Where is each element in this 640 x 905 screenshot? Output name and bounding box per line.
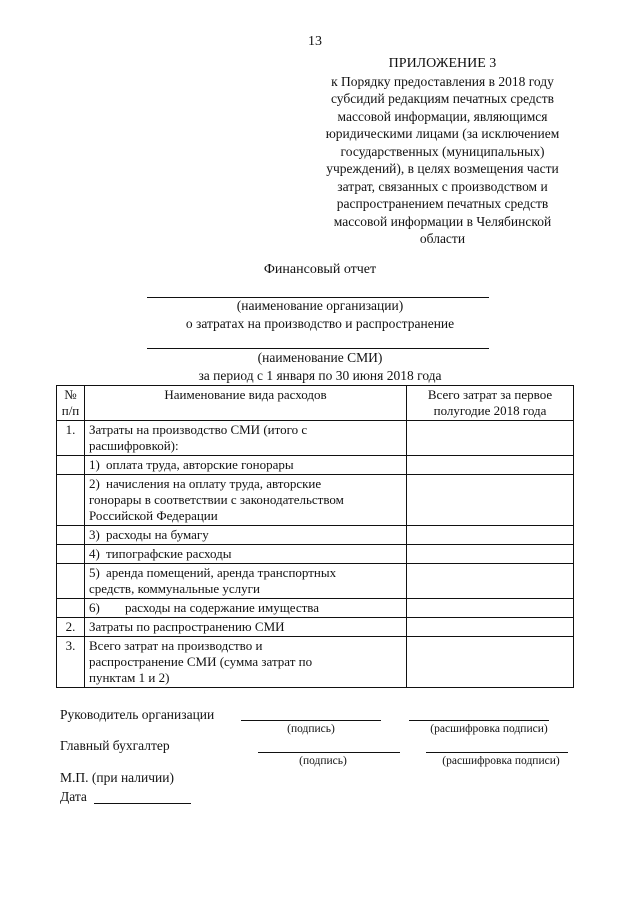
table-row	[57, 564, 574, 599]
row-marker: 3)	[89, 527, 100, 542]
head-decode-caption: (расшифровка подписи)	[430, 723, 548, 735]
row-total-cell[interactable]	[407, 564, 574, 599]
appendix-line: к Порядку предоставления в 2018 году	[331, 73, 554, 89]
header-total-line: полугодие 2018 года	[433, 403, 547, 418]
table-row	[57, 526, 574, 545]
row-total-cell[interactable]	[407, 545, 574, 564]
accountant-label: Главный бухгалтер	[60, 738, 170, 753]
seal-label: М.П. (при наличии)	[60, 770, 174, 785]
period-line: за период с 1 января по 30 июня 2018 года	[198, 368, 442, 383]
row-name-line: расшифровкой):	[89, 438, 179, 453]
row-total-cell[interactable]	[407, 456, 574, 475]
table-row	[57, 456, 574, 475]
row-total-cell[interactable]	[407, 637, 574, 688]
row-name-line: аренда помещений, аренда транспортных	[106, 565, 337, 580]
organization-caption: (наименование организации)	[236, 298, 404, 313]
row-number: 3.	[57, 637, 85, 688]
head-sign-caption: (подпись)	[287, 723, 335, 735]
header-number-line: п/п	[61, 403, 80, 418]
row-total-cell[interactable]	[407, 526, 574, 545]
appendix-heading: ПРИЛОЖЕНИЕ 3	[388, 56, 497, 71]
report-title: Финансовый отчет	[263, 262, 377, 277]
row-number	[57, 564, 85, 599]
header-number-line: №	[64, 387, 77, 402]
row-number	[57, 545, 85, 564]
row-number: 1.	[57, 421, 85, 456]
media-name-line	[147, 348, 489, 349]
row-name	[85, 564, 407, 599]
header-name: Наименование вида расходов	[85, 386, 407, 421]
table-row	[57, 545, 574, 564]
appendix-line: массовой информации в Челябинской	[333, 213, 552, 229]
accountant-signature-line[interactable]	[258, 752, 400, 753]
row-total-cell[interactable]	[407, 599, 574, 618]
row-number	[57, 475, 85, 526]
row-total-cell[interactable]	[407, 421, 574, 456]
row-name	[85, 475, 407, 526]
row-name-line: Затраты на производство СМИ (итого с	[89, 422, 308, 437]
table-row	[57, 618, 574, 637]
row-name-line: средств, коммунальные услуги	[89, 581, 260, 596]
row-total-cell[interactable]	[407, 618, 574, 637]
accountant-sign-caption: (подпись)	[299, 755, 347, 767]
page-number: 13	[308, 34, 322, 49]
row-number	[57, 456, 85, 475]
table-row	[57, 421, 574, 456]
row-marker: 2)	[89, 476, 100, 491]
row-name-line: пунктам 1 и 2)	[89, 670, 170, 685]
appendix-line: затрат, связанных с производством и	[337, 178, 548, 194]
appendix-line: субсидий редакциям печатных средств	[330, 91, 555, 106]
header-number	[57, 386, 85, 421]
row-name	[85, 421, 407, 456]
expense-table	[56, 385, 574, 688]
purpose-line: о затратах на производство и распространение	[185, 316, 455, 331]
row-name	[85, 599, 407, 618]
row-name-line: расходы на бумагу	[106, 527, 209, 542]
head-label: Руководитель организации	[60, 707, 215, 722]
row-name-line: начисления на оплату труда, авторские	[106, 476, 322, 491]
row-name	[85, 526, 407, 545]
head-decode-line[interactable]	[409, 720, 549, 721]
row-number: 2.	[57, 618, 85, 637]
appendix-line: массовой информации, являющимся	[337, 108, 548, 124]
appendix-line: учреждений), в целях возмещения части	[326, 161, 559, 176]
row-name	[85, 545, 407, 564]
date-label: Дата	[60, 789, 87, 804]
appendix-line: распространением печатных средств	[336, 196, 549, 211]
appendix-line: юридическими лицами (за исключением	[325, 126, 560, 141]
date-line[interactable]	[94, 803, 191, 804]
table-row	[57, 475, 574, 526]
row-name-line: расходы на содержание имущества	[125, 600, 320, 615]
row-name-line: оплата труда, авторские гонорары	[106, 457, 294, 472]
row-name	[85, 618, 407, 637]
appendix-line: области	[419, 231, 466, 246]
row-number	[57, 599, 85, 618]
table-row	[57, 599, 574, 618]
table-header-row	[57, 386, 574, 421]
row-name	[85, 456, 407, 475]
row-name	[85, 637, 407, 688]
media-caption: (наименование СМИ)	[257, 350, 383, 365]
row-name-line: типографские расходы	[106, 546, 232, 561]
row-total-cell[interactable]	[407, 475, 574, 526]
accountant-decode-caption: (расшифровка подписи)	[442, 755, 560, 767]
row-marker: 1)	[89, 457, 100, 472]
row-name-line: распространение СМИ (сумма затрат по	[89, 654, 313, 669]
row-name-line: Затраты по распространению СМИ	[89, 619, 285, 634]
accountant-decode-line[interactable]	[426, 752, 568, 753]
row-name-line: гонорары в соответствии с законодательством	[89, 492, 344, 507]
row-marker: 5)	[89, 565, 100, 580]
row-marker: 6)	[89, 600, 100, 615]
header-total	[407, 386, 574, 421]
row-name-line: Всего затрат на производство и	[89, 638, 263, 653]
appendix-line: государственных (муниципальных)	[340, 143, 545, 159]
head-signature-line[interactable]	[241, 720, 381, 721]
header-total-line: Всего затрат за первое	[427, 387, 553, 402]
row-name-line: Российской Федерации	[89, 508, 218, 523]
row-marker: 4)	[89, 546, 100, 561]
row-number	[57, 526, 85, 545]
table-row	[57, 637, 574, 688]
appendix-block	[300, 55, 585, 248]
